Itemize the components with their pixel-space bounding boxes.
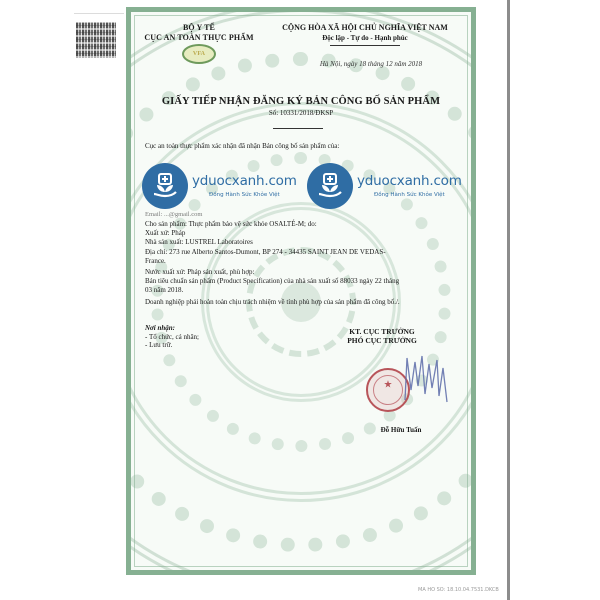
watermark-slogan: Đồng Hành Sức Khỏe Việt — [209, 192, 280, 198]
watermark-site: yduocxanh.com — [192, 173, 297, 189]
national-motto: Độc lập - Tự do - Hạnh phúc — [322, 34, 408, 42]
page-edge-divider — [507, 0, 510, 600]
national-header — [255, 23, 475, 46]
dossier-code: MA HO SO: 18.10.04.7531.DKCB — [418, 587, 499, 593]
vfa-logo-icon: VFA — [182, 44, 216, 64]
recipients — [145, 324, 199, 350]
agency-name: CỤC AN TOÀN THỰC PHẨM — [144, 33, 254, 42]
watermark-site: yduocxanh.com — [357, 173, 462, 189]
document-body — [145, 142, 461, 151]
signer-name: Đỗ Hữu Tuấn — [380, 426, 422, 434]
intro-text: Cục an toàn thực phẩm xác nhận đã nhận Bản công bố sản phẩm của: — [145, 142, 340, 150]
watermark-row — [142, 161, 472, 211]
recipients-label: Nơi nhận: — [145, 324, 176, 332]
watermark-logo — [142, 161, 307, 211]
certificate-page — [126, 7, 476, 575]
product-details — [145, 220, 461, 307]
hand-plant-cross-icon — [142, 163, 188, 209]
specification-date: 03 năm 2018. — [145, 286, 184, 295]
address-line: Địa chỉ: 273 rue Alberto Santos-Dumont, BP 274 - 34435 SAINT JEAN DE VEDAS- — [145, 247, 386, 256]
motto-underline — [330, 45, 400, 46]
ministry-name: BỘ Y TẾ — [183, 23, 215, 32]
email-line: Email: ...@gmail.com — [145, 211, 203, 218]
handwritten-signature-icon — [401, 350, 451, 405]
recipient-item: - Lưu trữ. — [145, 341, 173, 349]
official-seal-icon: ★ — [366, 368, 410, 412]
hand-plant-cross-icon — [307, 163, 353, 209]
closing-statement: Doanh nghiệp phải hoàn toàn chịu trách nhiệm về tính phù hợp của sản phẩm đã công bố./. — [145, 297, 400, 306]
title-underline — [273, 128, 323, 129]
signature-title — [327, 327, 437, 345]
document-number: Số: 10331/2018/ĐKSP — [268, 109, 334, 117]
conformity-line: Nước xuất xứ: Pháp sản xuất, phù hợp: — [145, 268, 255, 277]
country-name: CỘNG HÒA XÃ HỘI CHỦ NGHĨA VIỆT NAM — [282, 23, 448, 32]
origin-line: Xuất xứ: Pháp — [145, 229, 186, 238]
qr-top-rule — [74, 13, 124, 14]
manufacturer-line: Nhà sản xuất: LUSTREL Laboratoires — [145, 238, 253, 247]
document-title: GIẤY TIẾP NHẬN ĐĂNG KÝ BẢN CÔNG BỐ SẢN PHẨM — [161, 96, 441, 107]
specification-line: Bản tiêu chuẩn sản phẩm (Product Specification) của nhà sản xuất số 88033 ngày 22 tháng — [145, 277, 400, 286]
issuer-header — [139, 23, 259, 64]
signature-title-line2: PHÓ CỤC TRƯỞNG — [347, 336, 417, 345]
signature-title-line1: KT. CỤC TRƯỞNG — [349, 327, 415, 336]
watermark-slogan: Đồng Hành Sức Khỏe Việt — [374, 192, 445, 198]
place-date: Hà Nội, ngày 18 tháng 12 năm 2018 — [319, 60, 423, 68]
watermark-logo — [307, 161, 472, 211]
product-line: Cho sản phẩm: Thực phẩm bảo vệ sức khỏe OSALTÉ-M; do: — [145, 220, 317, 228]
qr-code-icon — [76, 22, 116, 58]
recipient-item: - Tổ chức, cá nhân; — [145, 332, 200, 341]
address-line-2: France. — [145, 256, 166, 265]
